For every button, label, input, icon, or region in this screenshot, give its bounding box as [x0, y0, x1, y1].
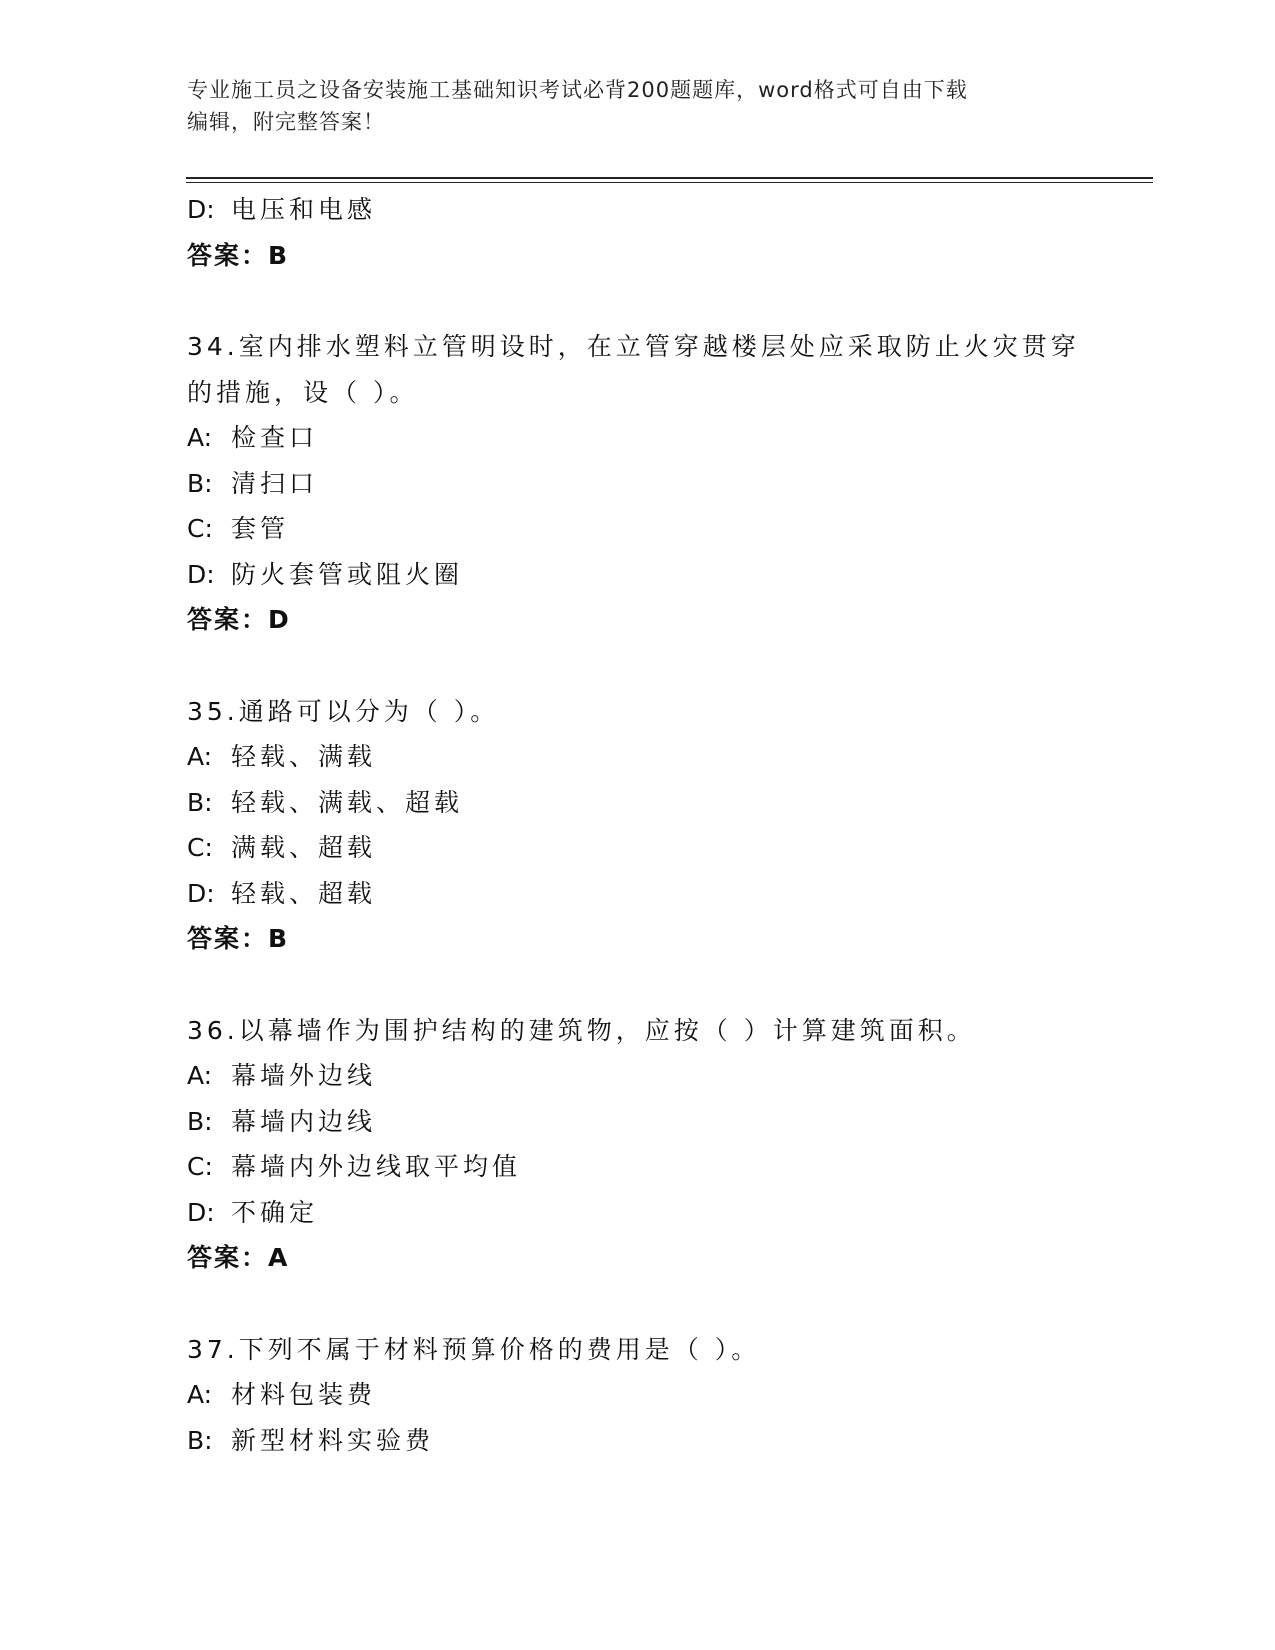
option-label: D: [187, 878, 215, 908]
question-text: 35.通路可以分为（ ）。 [187, 696, 500, 726]
answer-option [187, 415, 1087, 461]
answer-option [187, 506, 1087, 552]
header-line-1: 专业施工员之设备安装施工基础知识考试必背200题题库，word格式可自由下载 [187, 78, 968, 102]
option-label: D: [187, 195, 215, 224]
answer-option [187, 1144, 1087, 1190]
answer-option [187, 1190, 1087, 1236]
option-label: B: [187, 1425, 213, 1455]
option-label: D: [187, 559, 215, 589]
answer-key: 答案：A [187, 1243, 290, 1272]
answer-option [187, 780, 1087, 826]
question-text: 34.室内排水塑料立管明设时，在立管穿越楼层处应采取防止火灾贯穿 [187, 332, 1080, 361]
block-spacer [187, 643, 1087, 689]
answer-key: 答案：B [187, 240, 290, 270]
option-text: 轻载、满载、超载 [231, 787, 464, 817]
question-block [187, 324, 1087, 643]
option-text: 电压和电感 [231, 195, 377, 224]
option-text: 轻载、超载 [231, 878, 377, 908]
question-block [187, 1327, 1087, 1464]
option-text: 幕墙内外边线取平均值 [231, 1152, 522, 1181]
answer-option [187, 1053, 1087, 1099]
answer-key: 答案：D [187, 605, 291, 634]
question-block [187, 689, 1087, 962]
option-label: A: [187, 1380, 213, 1409]
block-spacer [187, 278, 1087, 324]
option-text: 满载、超载 [231, 833, 377, 862]
answer-option [187, 461, 1087, 507]
option-text: 幕墙外边线 [231, 1061, 377, 1090]
answer-option [187, 871, 1087, 917]
option-label: B: [187, 1106, 213, 1136]
question-text: 36.以幕墙作为围护结构的建筑物，应按（ ）计算建筑面积。 [187, 1015, 976, 1045]
option-label: B: [187, 468, 213, 498]
option-label: D: [187, 1197, 215, 1227]
question-text: 的措施，设（ ）。 [187, 377, 419, 407]
option-text: 轻载、满载 [231, 742, 377, 771]
block-spacer [187, 1281, 1087, 1327]
option-text: 防火套管或阻火圈 [231, 559, 464, 589]
option-text: 清扫口 [231, 468, 319, 498]
answer-option [187, 1418, 1087, 1464]
answer-option [187, 825, 1087, 871]
option-text: 新型材料实验费 [231, 1425, 435, 1455]
document-header [187, 74, 1087, 138]
answer-option [187, 734, 1087, 780]
option-label: A: [187, 1061, 213, 1090]
option-text: 不确定 [231, 1197, 319, 1227]
answer-option [187, 187, 1087, 233]
option-text: 检查口 [231, 423, 319, 452]
question-list [187, 187, 1087, 1463]
option-label: C: [187, 1152, 213, 1181]
answer-key: 答案：B [187, 924, 290, 953]
header-line-2: 编辑，附完整答案！ [187, 110, 385, 134]
option-text: 幕墙内边线 [231, 1106, 377, 1136]
option-text: 材料包装费 [231, 1380, 377, 1409]
question-text: 37.下列不属于材料预算价格的费用是（ ）。 [187, 1334, 761, 1364]
question-block [187, 187, 1087, 278]
option-label: A: [187, 423, 213, 452]
option-label: C: [187, 833, 213, 862]
block-spacer [187, 962, 1087, 1008]
answer-option [187, 1372, 1087, 1418]
option-label: A: [187, 742, 213, 771]
answer-option [187, 1099, 1087, 1145]
option-label: C: [187, 514, 213, 543]
option-text: 套管 [231, 514, 290, 543]
option-label: B: [187, 787, 213, 817]
header-divider [186, 177, 1153, 183]
question-block [187, 1008, 1087, 1281]
answer-option [187, 552, 1087, 598]
